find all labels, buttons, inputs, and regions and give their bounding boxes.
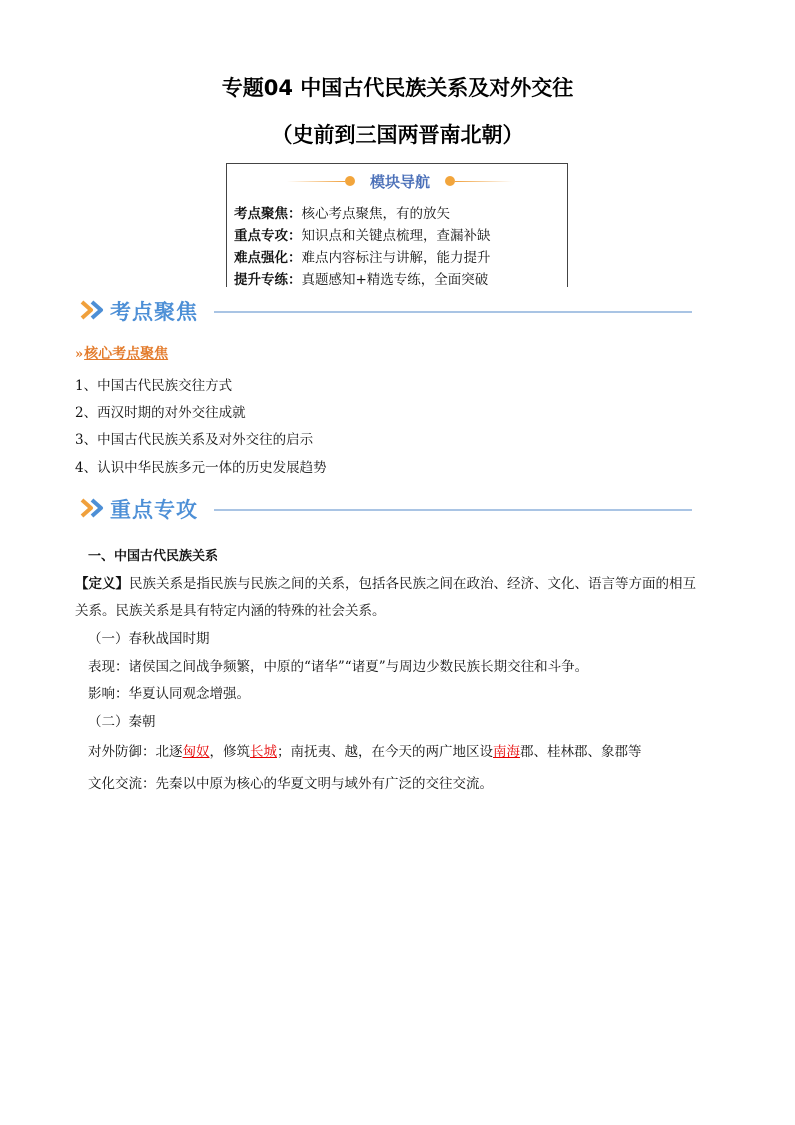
document-title: 专题04 中国古代民族关系及对外交往 (221, 76, 574, 100)
period-heading: （一）春秋战国时期 (88, 631, 210, 647)
nav-dot-icon (345, 176, 355, 186)
nav-row (234, 246, 491, 266)
definition-line (75, 572, 725, 592)
definition-text: 民族关系是指民族与民族之间的关系，包括各民族之间在政治、经济、文化、语言等方面的相互 (129, 576, 696, 592)
section-title: 考点聚焦 (110, 300, 198, 324)
nav-row-value: 真题感知+精选专练，全面突破 (301, 272, 489, 288)
nav-row-key: 考点聚焦： (234, 206, 302, 222)
highlight-nanhai: 南海 (493, 744, 520, 760)
nav-row (234, 202, 450, 222)
nav-row-key: 提升专练： (234, 272, 302, 288)
section-divider (214, 509, 692, 511)
nav-row-value: 知识点和关键点梳理，查漏补缺 (301, 228, 491, 244)
list-item: 2、西汉时期的对外交往成就 (75, 405, 246, 421)
nav-row (234, 268, 488, 288)
section-header-focus (80, 296, 695, 326)
chevron-right-icon: » (75, 347, 81, 362)
definition-label: 【定义】 (75, 576, 129, 592)
double-chevron-icon (80, 299, 106, 321)
list-item: 4、认识中华民族多元一体的历史发展趋势 (75, 460, 327, 476)
module-navigation-box (226, 163, 568, 287)
period-manifestation: 表现：诸侯国之间战争频繁，中原的“诸华”“诸夏”与周边少数民族长期交往和斗争。 (88, 659, 589, 675)
period-heading: （二）秦朝 (88, 714, 156, 730)
nav-dot-icon (445, 176, 455, 186)
section-header-key-points (80, 494, 695, 524)
nav-divider-right (455, 181, 513, 182)
nav-row-key: 难点强化： (234, 250, 302, 266)
nav-heading: 模块导航 (369, 173, 430, 191)
nav-divider-left (287, 181, 345, 182)
nav-row-value: 核心考点聚焦，有的放矢 (301, 206, 450, 222)
list-item: 3、中国古代民族关系及对外交往的启示 (75, 432, 314, 448)
subsection-heading: 一、中国古代民族关系 (88, 549, 219, 564)
definition-line: 关系。民族关系是具有特定内涵的特殊的社会关系。 (75, 603, 386, 619)
section-title: 重点专攻 (110, 498, 198, 522)
double-chevron-icon (80, 497, 106, 519)
core-focus-label: 核心考点聚焦 (84, 346, 169, 362)
section-divider (214, 311, 692, 313)
document-subtitle: （史前到三国两晋南北朝） (271, 123, 524, 147)
core-focus-link[interactable] (75, 343, 168, 363)
defense-text: ；南抚夷、越，在今天的两广地区设 (277, 744, 493, 760)
period-impact: 影响：华夏认同观念增强。 (88, 686, 250, 702)
culture-exchange-line: 文化交流：先秦以中原为核心的华夏文明与域外有广泛的交往交流。 (88, 776, 493, 792)
defense-text: 对外防御：北逐 (88, 744, 183, 760)
nav-row (234, 224, 491, 244)
defense-line (88, 740, 738, 760)
nav-row-value: 难点内容标注与讲解，能力提升 (301, 250, 491, 266)
defense-text: 郡、桂林郡、象郡等 (520, 744, 642, 760)
nav-heading-bar (227, 170, 567, 192)
highlight-great-wall: 长城 (250, 744, 277, 760)
highlight-xiongnu: 匈奴 (182, 744, 210, 760)
nav-row-key: 重点专攻： (234, 228, 302, 244)
list-item: 1、中国古代民族交往方式 (75, 378, 233, 394)
defense-text: ，修筑 (209, 744, 250, 760)
